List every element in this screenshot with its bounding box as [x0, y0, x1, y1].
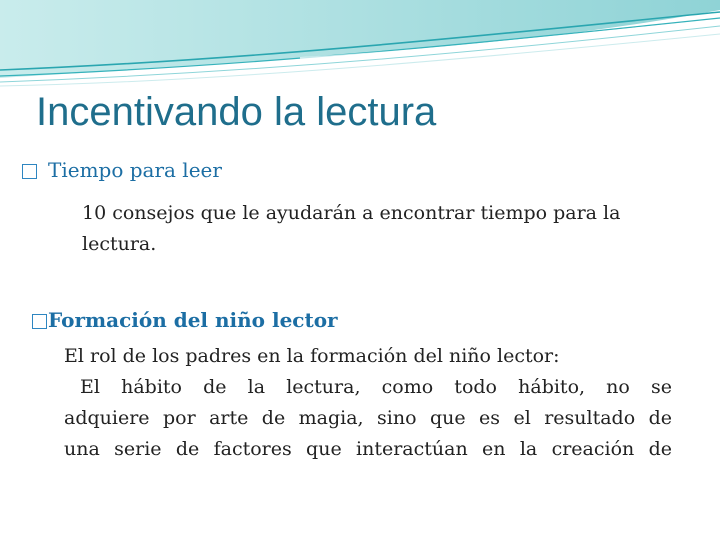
body-line: El hábito de la lectura, como todo hábito, no se: [80, 376, 672, 398]
body-line: una serie de factores que interactúan en la creación de: [64, 438, 672, 460]
bullet-body-tiempo: 10 consejos que le ayudarán a encontrar tiempo para la lectura.: [82, 202, 621, 255]
header-wave-banner: [0, 0, 720, 90]
bullet-box-icon: [22, 164, 37, 179]
bullet-heading-formacion: Formación del niño lector: [48, 308, 338, 332]
bullet-body-formacion: [64, 341, 676, 465]
body-line: El rol de los padres en la formación del niño lector:: [64, 345, 560, 367]
bullet-heading-tiempo: Tiempo para leer: [48, 158, 222, 182]
slide-title: Incentivando la lectura: [36, 90, 437, 134]
bullet-box-icon: [32, 314, 47, 329]
body-line: adquiere por arte de magia, sino que es el resultado de: [64, 407, 672, 429]
